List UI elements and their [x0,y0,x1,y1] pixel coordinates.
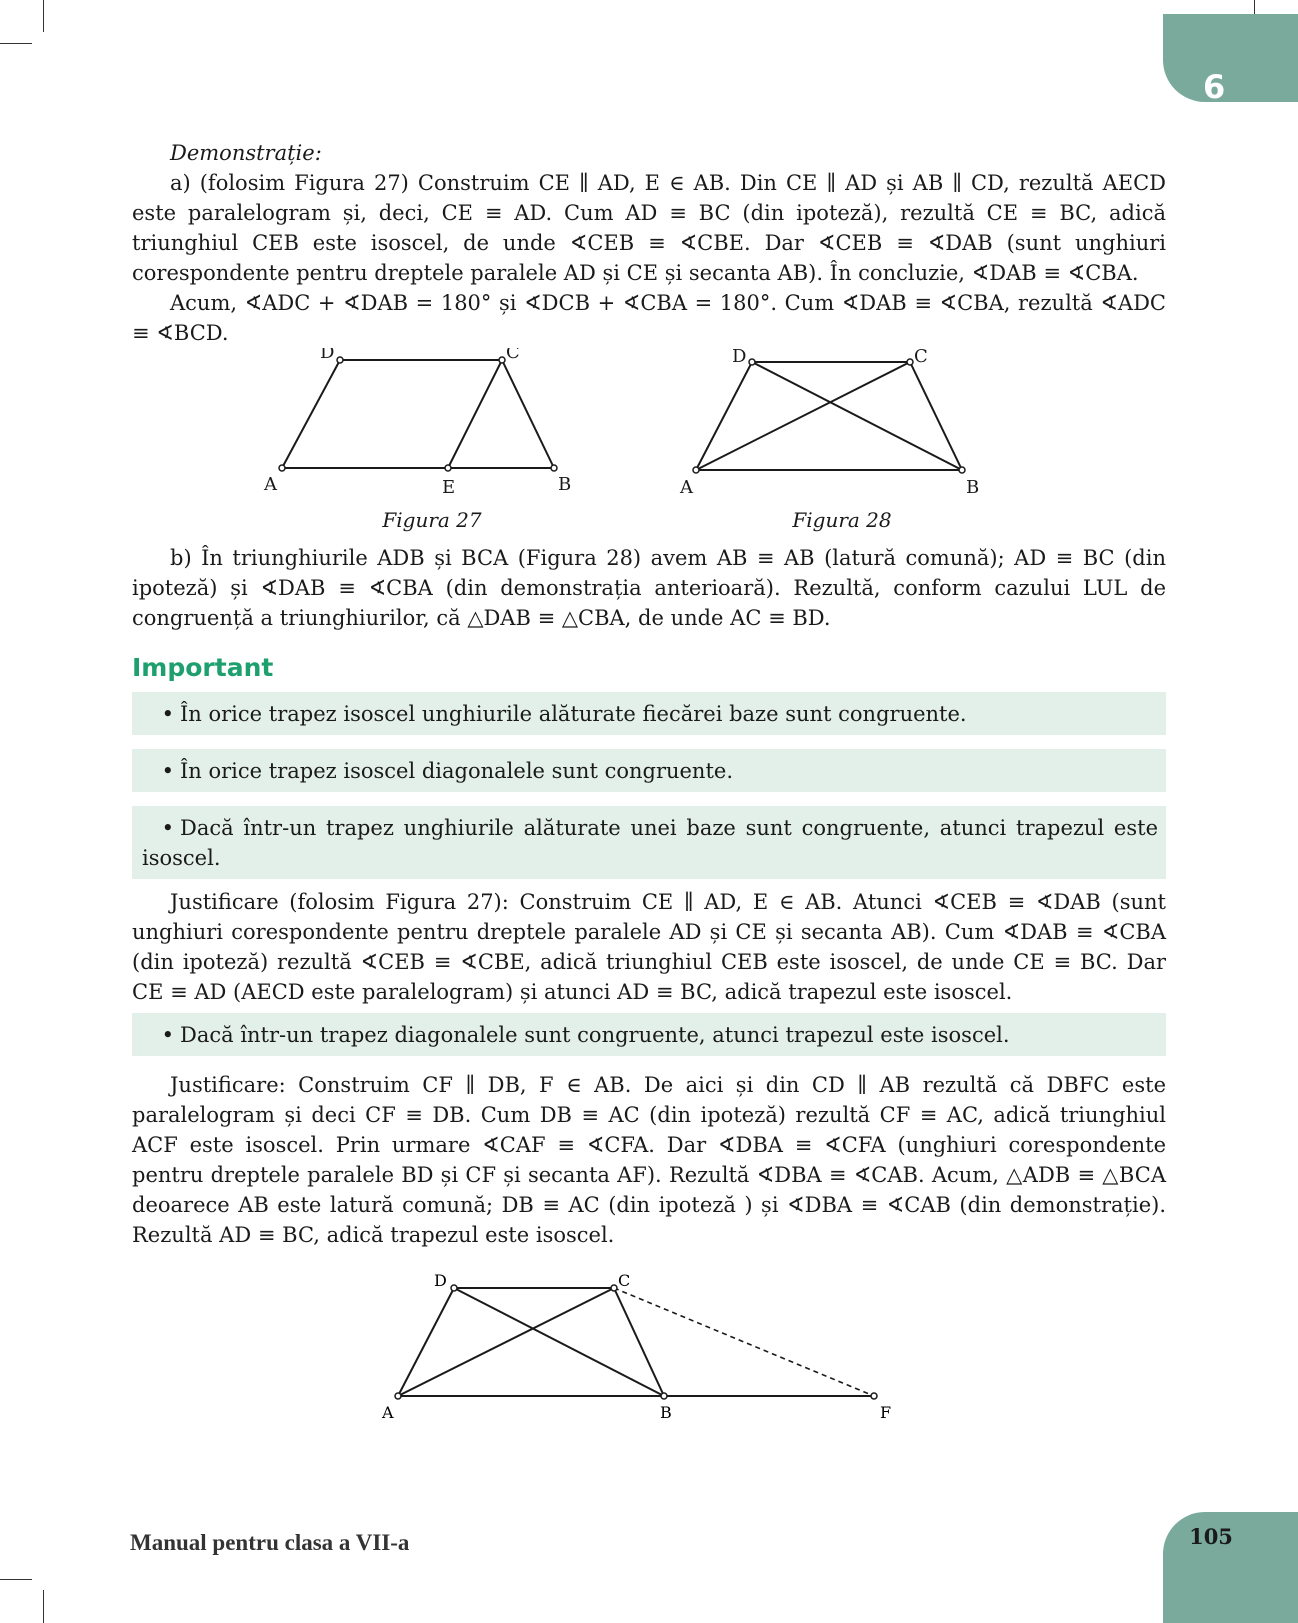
figures-row [132,348,1166,543]
chapter-number: 6 [1203,68,1226,106]
important-item-1: • În orice trapez isoscel unghiurile alăturate fiecărei baze sunt congruente. [132,692,1166,735]
important-heading: Important [132,653,274,682]
figure-27-caption: Figura 27 [382,508,482,532]
footer-book-title: Manual pentru clasa a VII-a [130,1530,410,1555]
label-C: C [618,1271,631,1290]
label-B: B [966,477,980,498]
paragraph-acum: Acum, ∢ADC + ∢DAB = 180° și ∢DCB + ∢CBA = 180°. Cum ∢DAB ≡ ∢CBA, rezultă ∢ADC ≡ ∢BCD. [132,291,1166,345]
figure-28-diagram [672,348,1012,508]
crop-mark [43,0,44,32]
figure-27 [262,348,602,532]
label-B: B [660,1403,672,1422]
bullet: • [161,816,174,840]
figure-27-diagram [262,348,602,508]
figure-29 [132,1264,1166,1444]
label-C: C [914,348,928,367]
label-D: D [320,348,335,363]
label-A: A [264,474,277,495]
label-E: E [442,477,456,498]
label-B: B [558,474,572,495]
label-D: D [732,348,747,367]
page-number: 105 [1189,1524,1233,1549]
paragraph-a: a) (folosim Figura 27) Construim CE ∥ AD, E ∈ AB. Din CE ∥ AD și AB ∥ CD, rezultă AECD este paralelogram și, deci, CE ≡ AD. Cum AD ≡ BC (din ipoteză), rezultă CE ≡ BC, adică triunghiul CEB este isoscel, de unde ∢CEB ≡ ∢CBE. Dar ∢CEB ≡ ∢DAB (sunt unghiuri corespondente pentru dreptele paralele AD și CE și secanta AB). În concluzie, ∢DAB ≡ ∢CBA. [132,171,1166,285]
label-A: A [680,477,693,498]
demo-label: Demonstrație: [170,141,322,165]
important-item-3: • Dacă într-un trapez unghiurile alăturate unei baze sunt congruente, atunci trapezul este isoscel. [132,806,1166,879]
bullet: • [161,1023,174,1047]
label-C: C [506,348,520,363]
label-F: F [880,1403,892,1422]
bullet: • [161,702,174,726]
important-item-4: • Dacă într-un trapez diagonalele sunt congruente, atunci trapezul este isoscel. [132,1013,1166,1056]
crop-mark [0,1579,32,1580]
figure-28 [672,348,1012,532]
justification-1: Justificare (folosim Figura 27): Construim CE ∥ AD, E ∈ AB. Atunci ∢CEB ≡ ∢DAB (sunt unghiuri corespondente pentru dreptele paralele AD și CE și secanta AB). Cum ∢DAB ≡ ∢CBA (din ipoteză) rezultă ∢CEB ≡ ∢CBE, adică triunghiul CEB este isoscel, de unde CE ≡ BC. Dar CE ≡ AD (AECD este paralelogram) și atunci AD ≡ BC, adică trapezul este isoscel. [132,890,1166,1004]
crop-mark [43,1590,44,1623]
bullet: • [161,759,174,783]
label-D: D [434,1271,447,1290]
figure-28-caption: Figura 28 [792,508,892,532]
chapter-tab [1163,14,1298,102]
page-content [132,138,1166,1444]
figure-29-diagram [368,1264,928,1434]
important-item-2: • În orice trapez isoscel diagonalele sunt congruente. [132,749,1166,792]
label-A: A [382,1403,394,1422]
paragraph-b: b) În triunghiurile ADB și BCA (Figura 28) avem AB ≡ AB (latură comună); AD ≡ BC (din ipoteză) și ∢DAB ≡ ∢CBA (din demonstrația anterioară). Rezultă, conform cazului LUL de congruență a triunghiurilor, că △DAB ≡ △CBA, de unde AC ≡ BD. [132,546,1166,630]
justification-2: Justificare: Construim CF ∥ DB, F ∈ AB. De aici și din CD ∥ AB rezultă că DBFC este paralelogram și deci CF ≡ DB. Cum DB ≡ AC (din ipoteză) rezultă CF ≡ AC, adică triunghiul ACF este isoscel. Prin urmare ∢CAF ≡ ∢CFA. Dar ∢DBA ≡ ∢CFA (unghiuri corespondente pentru dreptele paralele BD și CF și secanta AF). Rezultă ∢DBA ≡ ∢CAB. Acum, △ADB ≡ △BCA deoarece AB este latură comună; DB ≡ AC (din ipoteză ) și ∢DBA ≡ ∢CAB (din demonstrație). Rezultă AD ≡ BC, adică trapezul este isoscel. [132,1073,1166,1247]
crop-mark [0,43,32,44]
